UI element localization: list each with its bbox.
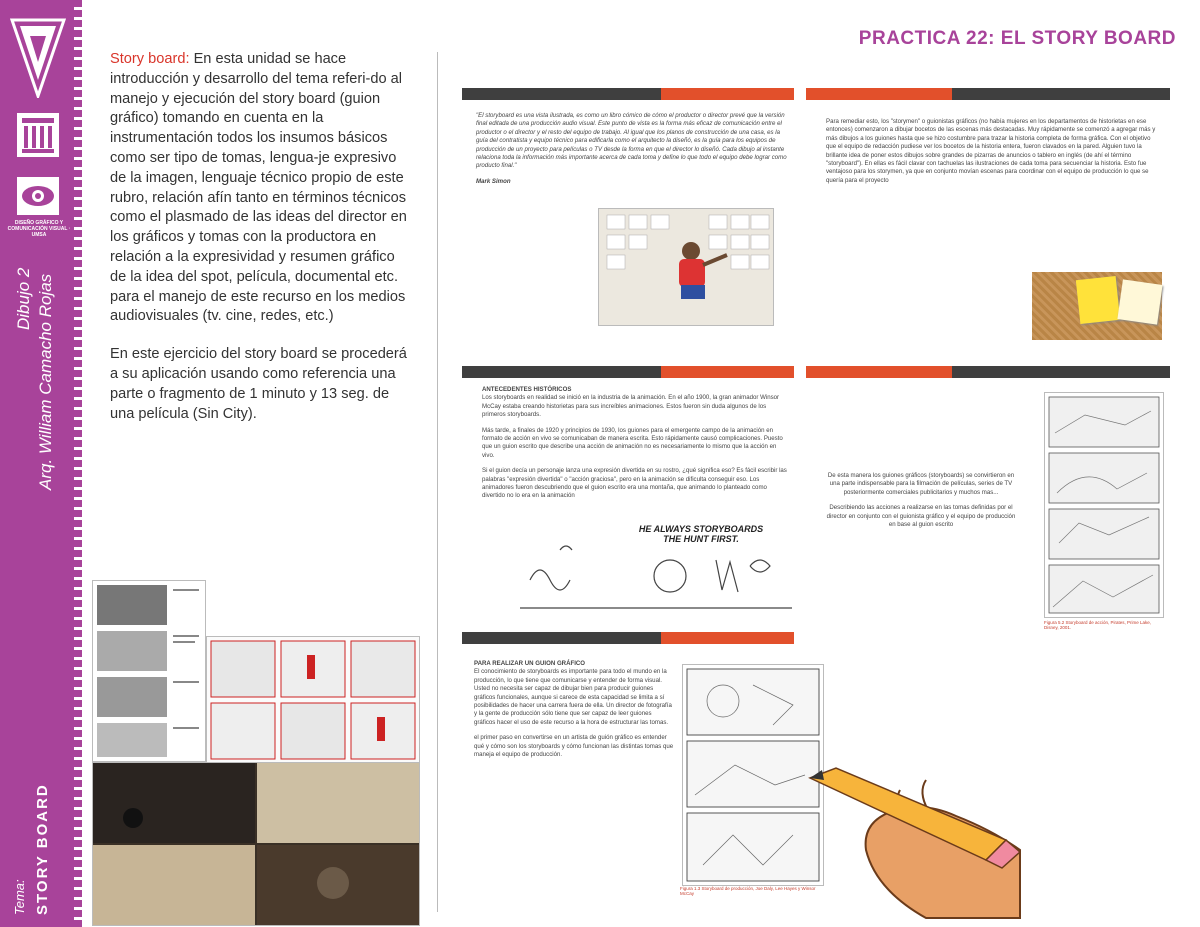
hand-drawing-pencil-image: [806, 740, 1030, 920]
panel1-quote-text: "El storyboard es una vista ilustrada, es como un libro cómico de cómo el productor o director prevé que la versión final editada de una producción audio visual. Este punto de vista es la forma más eficaz de comunicación entre el productor o el director y el resto del equipo de trabajo. Al igual que los planos de construcción de una casa, es la guía del contratista y equipo técnico para edificarla como el arquitecto la diseñó, es la guía para los equipos de producción de un proyecto para películas o TV desde la forma en que el director lo diseñó. Cada dibujo al instante relaciona toda la información más importante acerca de cada toma y define lo que todo el equipo debe lograr como producto final.": [476, 112, 787, 170]
panel5-heading: PARA REALIZAR UN GUION GRÁFICO: [474, 660, 586, 667]
dark-knight-storyboard-image: [92, 762, 420, 926]
panel3-paragraph-2: Más tarde, a finales de 1920 y principios de 1930, los guiones para el emergente campo de la animación en formato de acción en vivo se comunicaban de manera escrita. Esto rápidamente causó complicaciones. Puesto que un guion escrito que describe una acción de animación no es necesariamente lo mismo que la acción en vivo.: [482, 426, 783, 459]
sidebar-torn-edge: [74, 0, 82, 927]
panel1-quote-author: Mark Simon: [476, 177, 511, 185]
sidebar: [0, 0, 78, 927]
panel3-heading: ANTECEDENTES HISTÓRICOS: [482, 386, 572, 393]
cartoon-caption: HE ALWAYS STORYBOARDS THE HUNT FIRST.: [638, 524, 764, 544]
course-name: Dibujo 2: [14, 267, 33, 330]
topic-title: STORY BOARD: [34, 783, 51, 915]
panel3-paragraph-3: Si el guion decía un personaje lanza una expresión divertida en su rostro, ¿qué significa eso? Es fácil escribir las palabras "expresión divertida" o "acción graciosa", pero en la animación se dificulta conseguir eso. Los animadores fueron descubriendo que el guion escrito era una montaña, que animando lo planteado como divertido no lo era en la animación: [482, 467, 787, 500]
action-storyboard-image: [1044, 392, 1164, 618]
panel4-paragraph-1: De esta manera los guiones gráficos (storyboards) se convirtieron en una parte indispensable para la filmación de películas, series de TV posteriormente comerciales publicitarios y muchos mas...: [827, 472, 1015, 496]
panel4-text: [826, 472, 1016, 536]
panel4-paragraph-2: Describiendo las acciones a realizarse en las tomas definidas por el director en conjunto con el guionista gráfico y el equipo de producción en base al guion escrito: [826, 504, 1016, 529]
design-eye-icon: [16, 176, 60, 216]
panel5-header-band: [462, 632, 794, 644]
white-sticky-note: [1117, 279, 1162, 324]
department-name: DISEÑO GRÁFICO Y COMUNICACIÓN VISUAL · UMSA: [7, 220, 71, 238]
panel5-text: [474, 660, 674, 766]
topic-label: Tema:: [12, 879, 27, 915]
panel1-quote: [476, 112, 788, 193]
author-name: Arq. William Camacho Rojas: [36, 273, 55, 490]
panel5-figure-caption: Figura 1.3 Storyboard de producción, Joe Daly, Lee Hayes y Winsor McCay: [680, 886, 816, 896]
batman-storyboard-image: [92, 580, 206, 762]
panel3-text: [482, 386, 790, 508]
intro-lead: Story board:: [110, 51, 190, 67]
coca-cola-storyboard-image: [206, 636, 420, 764]
intro-text: [110, 50, 410, 442]
page-title: PRACTICA 22: EL STORY BOARD: [858, 28, 1176, 49]
panel4-figure-caption: Figura 5.2 Storyboard de acción, Pirates, Prime Lake, Disney, 2001.: [1044, 620, 1152, 630]
intro-paragraph-1: En esta unidad se hace introducción y desarrollo del tema referi-do al manejo y ejecución del story board (guion gráfico) tomando en cuenta en la instrumentación todos los insumos básicos como ser tipo de tomas, lengua-je expresivo de la imagen, lenguaje técnico propio de este rubro, relación afín tanto en términos técnicos como el plasmado de las ideas del director en los gráficos y tomas con la productora en relación a la expresividad y resumen gráfico de la idea del spot, película, documental etc. para el manejo de este recurso en los medios audiovisuales (tv. cine, redes, etc.): [110, 51, 407, 325]
cartoon-image: [520, 520, 792, 612]
panel2-header-band: [806, 88, 1170, 100]
comic-storyboard-image: [682, 664, 824, 886]
panel2-text: Para remediar esto, los "storymen" o guionistas gráficos (no había mujeres en los departamentos de historietas en ese entonces) comenzaron a dibujar bocetos de las escenas más destacadas. Muy rápidamente se comenzó a agregar más y más dibujos a los guiones hasta que se hizo costumbre para trazar la historia completa de forma gráfica. Con el objetivo que el equipo de redacción pudiese ver los bocetos de la historia entera, fueron clavados en la pared. Alguien tuvo la brillante idea de poner estos dibujos sobre grandes de pizarras de anuncios o tablero en inglés (de ahí el término "storyboard"). En ellas es fácil clavar con tachuelas las ilustraciones de cada toma para secuenciar la historia. Esto fue ventajoso para los storymen, ya que en conjunto movían escenas para coordinar con el equipo de producción lo que se quería para el proyecto: [826, 118, 1156, 184]
panel3-paragraph-1: Los storyboards en realidad se inició en la industria de la animación. En el año 1900, la gran animador Winsor McCay estaba creando historietas para sus increíbles animaciones. Estos fueron sin duda algunos de los primeros storyboards.: [482, 394, 780, 419]
yellow-sticky-note: [1076, 276, 1120, 324]
faculty-building-icon: [16, 112, 60, 158]
panel4-header-band: [806, 366, 1170, 378]
storyboard-wall-photo: [598, 208, 774, 326]
intro-paragraph-2: En este ejercicio del story board se procederá a su aplicación usando como referencia una parte o fragmento de 1 minuto y 13 seg. de una película (Sin City).: [110, 346, 407, 422]
panel5-paragraph-1: El conocimiento de storyboards es importante para todo el mundo en la producción, lo que tiene que comunicarse y entender de forma visual. Usted no necesita ser capaz de dibujar bien para producir guiones gráficos funcionales, aunque si carece de esta capacidad se limita a sí posibilidades de hacer una carrera fuera de ella. Un director de fotografía y la gente de producción sólo tiene que ser capaz de leer guiones gráficos hacer el uso de este recurso a la hora de estructurar las tomas.: [474, 668, 672, 726]
panel1-header-band: [462, 88, 794, 100]
column-divider: [437, 52, 438, 912]
panel5-paragraph-2: el primer paso en convertirse en un artista de guión gráfico es entender qué y cómo son los storyboards y cómo funcionan las distintas tomas que maneja el equipo de producción.: [474, 734, 674, 759]
university-logo-icon: [10, 18, 66, 98]
panel3-header-band: [462, 366, 794, 378]
